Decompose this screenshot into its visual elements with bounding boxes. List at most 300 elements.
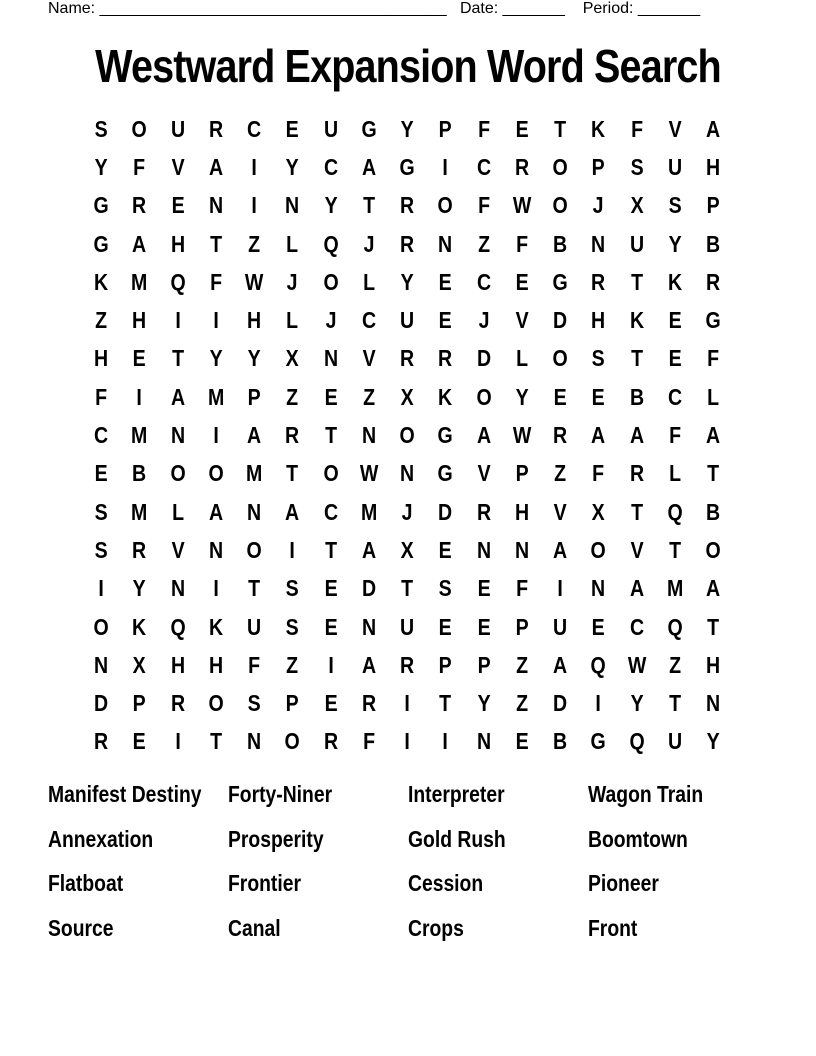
grid-letter[interactable]: F xyxy=(592,460,605,487)
grid-letter[interactable]: Y xyxy=(668,230,682,257)
grid-letter[interactable]: M xyxy=(360,498,378,525)
grid-letter[interactable]: F xyxy=(248,651,261,678)
grid-letter[interactable]: F xyxy=(477,115,490,142)
grid-letter[interactable]: Q xyxy=(170,613,186,640)
grid-letter[interactable]: H xyxy=(706,651,721,678)
period-blank[interactable]: _______ xyxy=(637,0,701,17)
grid-letter[interactable]: V xyxy=(171,153,185,180)
grid-letter[interactable]: S xyxy=(630,153,644,180)
grid-letter[interactable]: Y xyxy=(400,268,414,295)
grid-letter[interactable]: A xyxy=(591,422,606,449)
grid-letter[interactable]: A xyxy=(553,536,568,563)
grid-letter[interactable]: J xyxy=(401,498,413,525)
grid-letter[interactable]: U xyxy=(247,613,262,640)
grid-letter[interactable]: S xyxy=(285,575,299,602)
grid-letter[interactable]: B xyxy=(132,460,147,487)
date-blank[interactable]: _______ xyxy=(502,0,565,17)
grid-letter[interactable]: O xyxy=(705,536,721,563)
grid-letter[interactable]: Y xyxy=(515,383,529,410)
grid-letter[interactable]: E xyxy=(477,613,491,640)
grid-letter[interactable]: I xyxy=(213,422,219,449)
grid-letter[interactable]: F xyxy=(133,153,146,180)
grid-letter[interactable]: R xyxy=(400,192,415,219)
grid-letter[interactable]: O xyxy=(208,690,224,717)
grid-letter[interactable]: U xyxy=(667,153,682,180)
grid-letter[interactable]: X xyxy=(591,498,605,525)
grid-letter[interactable]: Q xyxy=(590,651,606,678)
grid-letter[interactable]: N xyxy=(208,192,223,219)
grid-letter[interactable]: I xyxy=(557,575,563,602)
grid-letter[interactable]: P xyxy=(591,153,605,180)
grid-letter[interactable]: E xyxy=(324,575,338,602)
grid-letter[interactable]: T xyxy=(554,115,567,142)
grid-letter[interactable]: T xyxy=(439,690,452,717)
grid-letter[interactable]: Q xyxy=(667,498,683,525)
grid-letter[interactable]: I xyxy=(289,536,296,563)
grid-letter[interactable]: N xyxy=(514,536,529,563)
grid-letter[interactable]: A xyxy=(208,153,223,180)
grid-letter[interactable]: I xyxy=(404,728,410,755)
grid-letter[interactable]: G xyxy=(361,115,377,142)
grid-letter[interactable]: R xyxy=(400,651,415,678)
grid-letter[interactable]: D xyxy=(438,498,453,525)
grid-letter[interactable]: S xyxy=(94,536,108,563)
grid-letter[interactable]: E xyxy=(591,613,605,640)
grid-letter[interactable]: X xyxy=(630,192,644,219)
grid-letter[interactable]: T xyxy=(324,536,337,563)
grid-letter[interactable]: R xyxy=(476,498,491,525)
grid-letter[interactable]: L xyxy=(286,307,299,334)
grid-letter[interactable]: F xyxy=(707,345,720,372)
grid-letter[interactable]: I xyxy=(404,690,410,717)
grid-letter[interactable]: A xyxy=(706,575,721,602)
grid-letter[interactable]: Y xyxy=(706,728,720,755)
grid-letter[interactable]: V xyxy=(477,460,491,487)
grid-letter[interactable]: N xyxy=(170,575,185,602)
grid-letter[interactable]: Y xyxy=(285,153,299,180)
word-list-item: Canal xyxy=(228,915,281,942)
grid-letter[interactable]: Z xyxy=(477,230,490,257)
word-list-item: Front xyxy=(588,915,638,942)
grid-letter[interactable]: G xyxy=(93,192,109,219)
grid-letter[interactable]: P xyxy=(515,613,529,640)
grid-letter[interactable]: O xyxy=(170,460,186,487)
grid-letter[interactable]: D xyxy=(476,345,491,372)
grid-letter[interactable]: Z xyxy=(248,230,261,257)
grid-letter[interactable]: P xyxy=(247,383,261,410)
grid-letter[interactable]: T xyxy=(630,268,643,295)
word-list-item: Interpreter xyxy=(408,781,505,807)
word-list-item: Source xyxy=(48,915,114,942)
grid-letter[interactable]: O xyxy=(323,460,339,487)
grid-letter[interactable]: O xyxy=(284,728,300,755)
grid-letter[interactable]: X xyxy=(400,536,414,563)
grid-letter[interactable]: F xyxy=(515,575,528,602)
grid-letter[interactable]: O xyxy=(399,422,415,449)
grid-letter[interactable]: E xyxy=(515,115,529,142)
grid-letter[interactable]: E xyxy=(553,383,567,410)
grid-letter[interactable]: P xyxy=(132,690,146,717)
grid-letter[interactable]: U xyxy=(400,613,415,640)
grid-letter[interactable]: N xyxy=(476,728,491,755)
grid-letter[interactable]: K xyxy=(208,613,223,640)
grid-letter[interactable]: Y xyxy=(209,345,223,372)
grid-letter[interactable]: S xyxy=(94,115,108,142)
grid-letter[interactable]: Z xyxy=(286,651,299,678)
grid-letter[interactable]: B xyxy=(629,383,644,410)
word-list-item: Wagon Train xyxy=(588,781,704,807)
grid-letter[interactable]: L xyxy=(668,460,681,487)
grid-letter[interactable]: O xyxy=(552,345,568,372)
grid-letter[interactable]: Q xyxy=(667,613,683,640)
grid-letter[interactable]: H xyxy=(706,153,721,180)
grid-letter[interactable]: E xyxy=(324,690,338,717)
grid-letter[interactable]: R xyxy=(361,690,376,717)
grid-letter[interactable]: W xyxy=(627,651,646,678)
grid-letter[interactable]: B xyxy=(553,230,568,257)
grid-letter[interactable]: E xyxy=(515,268,529,295)
grid-letter[interactable]: Z xyxy=(515,651,528,678)
grid-letter[interactable]: V xyxy=(515,307,529,334)
grid-letter[interactable]: O xyxy=(323,268,339,295)
grid-letter[interactable]: P xyxy=(515,460,529,487)
grid-letter[interactable]: F xyxy=(362,728,375,755)
period-label: Period: xyxy=(582,0,638,17)
grid-letter[interactable]: W xyxy=(359,460,379,487)
grid-letter[interactable]: H xyxy=(132,307,147,334)
grid-letter[interactable]: G xyxy=(93,230,109,257)
grid-letter[interactable]: K xyxy=(591,115,606,142)
grid-letter[interactable]: O xyxy=(552,153,568,180)
grid-letter[interactable]: R xyxy=(591,268,606,295)
grid-letter[interactable]: A xyxy=(629,422,644,449)
grid-letter[interactable]: M xyxy=(131,422,148,449)
grid-letter[interactable]: N xyxy=(170,422,185,449)
grid-letter[interactable]: H xyxy=(170,230,185,257)
grid-letter[interactable]: N xyxy=(400,460,415,487)
grid-letter[interactable]: I xyxy=(595,690,602,717)
grid-letter[interactable]: B xyxy=(706,230,721,257)
grid-letter[interactable]: Q xyxy=(323,230,339,257)
grid-letter[interactable]: A xyxy=(706,422,721,449)
word-list-item: Annexation xyxy=(48,825,154,852)
grid-letter[interactable]: V xyxy=(362,345,376,372)
grid-letter[interactable]: F xyxy=(630,115,643,142)
grid-letter[interactable]: V xyxy=(668,115,682,142)
grid-letter[interactable]: O xyxy=(131,115,147,142)
grid-letter[interactable]: P xyxy=(438,115,452,142)
grid-letter[interactable]: E xyxy=(324,383,338,410)
grid-letter[interactable]: Z xyxy=(668,651,681,678)
grid-letter[interactable]: C xyxy=(476,268,491,295)
grid-letter[interactable]: E xyxy=(438,307,452,334)
grid-letter[interactable]: O xyxy=(437,192,453,219)
grid-letter[interactable]: N xyxy=(361,613,376,640)
grid-letter[interactable]: L xyxy=(362,268,375,295)
grid-letter[interactable]: V xyxy=(171,536,185,563)
grid-letter[interactable]: R xyxy=(208,115,223,142)
grid-letter[interactable]: T xyxy=(707,613,720,640)
grid-letter[interactable]: P xyxy=(285,690,299,717)
grid-letter[interactable]: B xyxy=(553,728,568,755)
grid-letter[interactable]: T xyxy=(707,460,720,487)
grid-letter[interactable]: N xyxy=(94,651,109,678)
grid-letter[interactable]: X xyxy=(132,651,146,678)
grid-letter[interactable]: O xyxy=(208,460,224,487)
grid-letter[interactable]: T xyxy=(286,460,299,487)
grid-letter[interactable]: Z xyxy=(95,307,108,334)
grid-letter[interactable]: B xyxy=(706,498,721,525)
grid-letter[interactable]: E xyxy=(591,383,605,410)
grid-letter[interactable]: L xyxy=(171,498,184,525)
grid-letter[interactable]: Z xyxy=(515,690,528,717)
grid-letter[interactable]: L xyxy=(707,383,720,410)
grid-letter[interactable]: C xyxy=(629,613,644,640)
grid-letter[interactable]: H xyxy=(514,498,529,525)
grid-letter[interactable]: U xyxy=(667,728,682,755)
grid-letter[interactable]: Z xyxy=(286,383,299,410)
grid-letter[interactable]: R xyxy=(285,422,300,449)
grid-letter[interactable]: L xyxy=(286,230,299,257)
grid-letter[interactable]: A xyxy=(285,498,300,525)
grid-letter[interactable]: C xyxy=(247,115,262,142)
grid-letter[interactable]: E xyxy=(132,728,146,755)
grid-letter[interactable]: R xyxy=(629,460,644,487)
grid-letter[interactable]: E xyxy=(94,460,108,487)
grid-letter[interactable]: W xyxy=(512,422,532,449)
grid-letter[interactable]: U xyxy=(629,230,644,257)
grid-letter[interactable]: G xyxy=(399,153,415,180)
grid-letter[interactable]: S xyxy=(591,345,605,372)
grid-letter[interactable]: E xyxy=(477,575,491,602)
grid-letter[interactable]: D xyxy=(94,690,109,717)
grid-letter[interactable]: P xyxy=(477,651,491,678)
grid-letter[interactable]: O xyxy=(552,192,568,219)
grid-letter[interactable]: T xyxy=(248,575,261,602)
grid-letter[interactable]: E xyxy=(132,345,146,372)
grid-letter[interactable]: N xyxy=(285,192,300,219)
grid-letter[interactable]: R xyxy=(706,268,721,295)
grid-letter[interactable]: F xyxy=(515,230,528,257)
grid-letter[interactable]: G xyxy=(437,422,453,449)
grid-letter[interactable]: S xyxy=(285,613,299,640)
grid-letter[interactable]: C xyxy=(361,307,376,334)
grid-letter[interactable]: R xyxy=(94,728,109,755)
grid-letter[interactable]: H xyxy=(591,307,606,334)
grid-letter[interactable]: G xyxy=(590,728,606,755)
grid-letter[interactable]: R xyxy=(132,536,147,563)
grid-letter[interactable]: F xyxy=(209,268,222,295)
grid-letter[interactable]: K xyxy=(94,268,109,295)
grid-letter[interactable]: O xyxy=(246,536,262,563)
grid-letter[interactable]: E xyxy=(668,345,682,372)
grid-letter[interactable]: N xyxy=(706,690,721,717)
grid-letter[interactable]: N xyxy=(208,536,223,563)
grid-letter[interactable]: T xyxy=(630,498,643,525)
grid-letter[interactable]: D xyxy=(361,575,376,602)
grid-letter[interactable]: I xyxy=(442,153,449,180)
grid-letter[interactable]: N xyxy=(247,728,262,755)
grid-letter[interactable]: A xyxy=(706,115,721,142)
grid-letter[interactable]: M xyxy=(207,383,225,410)
grid-letter[interactable]: O xyxy=(590,536,606,563)
grid-letter[interactable]: J xyxy=(286,268,298,295)
grid-letter[interactable]: C xyxy=(476,153,491,180)
grid-letter[interactable]: M xyxy=(666,575,684,602)
grid-letter[interactable]: A xyxy=(361,651,376,678)
grid-letter[interactable]: M xyxy=(131,498,148,525)
word-list xyxy=(48,776,768,955)
grid-letter[interactable]: O xyxy=(476,383,492,410)
grid-letter[interactable]: Q xyxy=(170,268,186,295)
grid-letter[interactable]: W xyxy=(512,192,532,219)
grid-letter[interactable]: V xyxy=(553,498,567,525)
grid-letter[interactable]: Y xyxy=(94,153,108,180)
grid-letter[interactable]: A xyxy=(553,651,568,678)
grid-letter[interactable]: A xyxy=(247,422,262,449)
grid-letter[interactable]: J xyxy=(592,192,604,219)
grid-letter[interactable]: N xyxy=(438,230,453,257)
grid-letter[interactable]: H xyxy=(247,307,262,334)
grid-letter[interactable]: I xyxy=(251,153,257,180)
grid-letter[interactable]: N xyxy=(361,422,376,449)
grid-letter[interactable]: J xyxy=(363,230,375,257)
grid-letter[interactable]: Z xyxy=(362,383,375,410)
grid-letter[interactable]: R xyxy=(400,230,415,257)
grid-letter[interactable]: I xyxy=(251,192,257,219)
grid-letter[interactable]: H xyxy=(208,651,223,678)
grid-letter[interactable]: R xyxy=(323,728,338,755)
grid-letter[interactable]: M xyxy=(131,268,148,295)
grid-letter[interactable]: S xyxy=(668,192,682,219)
grid-letter[interactable]: T xyxy=(324,422,337,449)
grid-letter[interactable]: E xyxy=(515,728,529,755)
grid-letter[interactable]: G xyxy=(437,460,453,487)
grid-letter[interactable]: O xyxy=(93,613,109,640)
grid-letter[interactable]: R xyxy=(553,422,568,449)
grid-letter[interactable]: D xyxy=(553,307,568,334)
grid-letter[interactable]: F xyxy=(95,383,108,410)
grid-letter[interactable]: P xyxy=(706,192,720,219)
grid-letter[interactable]: I xyxy=(174,728,181,755)
grid-letter[interactable]: C xyxy=(667,383,682,410)
grid-letter[interactable]: J xyxy=(478,307,490,334)
grid-letter[interactable]: E xyxy=(324,613,338,640)
grid-letter[interactable]: E xyxy=(438,268,452,295)
grid-letter[interactable]: W xyxy=(244,268,264,295)
grid-letter[interactable]: X xyxy=(400,383,414,410)
grid-letter[interactable]: T xyxy=(668,536,681,563)
grid-letter[interactable]: C xyxy=(94,422,109,449)
grid-letter[interactable]: S xyxy=(438,575,452,602)
grid-letter[interactable]: D xyxy=(553,690,568,717)
grid-letter[interactable]: S xyxy=(94,498,108,525)
grid-letter[interactable]: T xyxy=(171,345,184,372)
grid-letter[interactable]: F xyxy=(477,192,490,219)
grid-letter[interactable]: S xyxy=(247,690,261,717)
grid-letter[interactable]: T xyxy=(630,345,643,372)
grid-letter[interactable]: K xyxy=(438,383,453,410)
grid-letter[interactable]: I xyxy=(98,575,104,602)
grid-letter[interactable]: F xyxy=(668,422,681,449)
grid-letter[interactable]: N xyxy=(247,498,262,525)
grid-letter[interactable]: T xyxy=(362,192,375,219)
grid-letter[interactable]: E xyxy=(438,613,452,640)
grid-letter[interactable]: I xyxy=(213,575,219,602)
grid-letter[interactable]: U xyxy=(170,115,185,142)
grid-letter[interactable]: Y xyxy=(630,690,644,717)
grid-letter[interactable]: K xyxy=(667,268,682,295)
grid-letter[interactable]: A xyxy=(629,575,644,602)
grid-letter[interactable]: G xyxy=(552,268,568,295)
grid-letter[interactable]: U xyxy=(323,115,338,142)
grid-letter[interactable]: A xyxy=(170,383,185,410)
grid-letter[interactable]: N xyxy=(476,536,491,563)
grid-letter[interactable]: A xyxy=(132,230,147,257)
grid-letter[interactable]: C xyxy=(323,153,338,180)
grid-letter[interactable]: U xyxy=(400,307,415,334)
grid-letter[interactable]: E xyxy=(285,115,299,142)
grid-letter[interactable]: N xyxy=(323,345,338,372)
grid-letter[interactable]: A xyxy=(361,536,376,563)
grid-letter[interactable]: L xyxy=(515,345,528,372)
grid-letter[interactable]: U xyxy=(553,613,568,640)
grid-letter[interactable]: P xyxy=(438,651,452,678)
grid-letter[interactable]: V xyxy=(630,536,644,563)
grid-letter[interactable]: E xyxy=(171,192,185,219)
grid-letter[interactable]: C xyxy=(323,498,338,525)
grid-letter[interactable]: N xyxy=(591,575,606,602)
grid-letter[interactable]: I xyxy=(442,728,449,755)
grid-letter[interactable]: H xyxy=(94,345,109,372)
grid-letter[interactable]: M xyxy=(245,460,263,487)
grid-letter[interactable]: T xyxy=(209,230,222,257)
grid-letter[interactable]: Q xyxy=(629,728,645,755)
grid-letter[interactable]: G xyxy=(705,307,721,334)
grid-letter[interactable]: R xyxy=(438,345,453,372)
grid-letter[interactable]: R xyxy=(132,192,147,219)
grid-letter[interactable]: I xyxy=(136,383,143,410)
grid-letter[interactable]: Y xyxy=(247,345,261,372)
grid-letter[interactable]: X xyxy=(285,345,299,372)
grid-letter[interactable]: H xyxy=(170,651,185,678)
grid-letter[interactable]: E xyxy=(438,536,452,563)
grid-letter[interactable]: R xyxy=(170,690,185,717)
grid-letter[interactable]: T xyxy=(209,728,222,755)
grid-letter[interactable]: A xyxy=(208,498,223,525)
grid-letter[interactable]: Y xyxy=(477,690,491,717)
grid-letter[interactable]: E xyxy=(668,307,682,334)
grid-letter[interactable]: N xyxy=(591,230,606,257)
grid-letter[interactable]: Y xyxy=(132,575,146,602)
grid-letter[interactable]: T xyxy=(401,575,414,602)
grid-letter[interactable]: A xyxy=(361,153,376,180)
grid-letter[interactable]: J xyxy=(325,307,337,334)
grid-letter[interactable]: K xyxy=(132,613,147,640)
grid-letter[interactable]: R xyxy=(514,153,529,180)
grid-letter[interactable]: I xyxy=(174,307,181,334)
name-blank[interactable]: _______________________________________ xyxy=(99,0,447,17)
grid-letter[interactable]: A xyxy=(476,422,491,449)
grid-letter[interactable]: R xyxy=(400,345,415,372)
grid-letter[interactable]: T xyxy=(668,690,681,717)
grid-letter[interactable]: K xyxy=(629,307,644,334)
grid-letter[interactable]: I xyxy=(213,307,219,334)
grid-letter[interactable]: Y xyxy=(324,192,338,219)
grid-letter[interactable]: Z xyxy=(554,460,567,487)
grid-letter[interactable]: Y xyxy=(400,115,414,142)
grid-letter[interactable]: I xyxy=(327,651,334,678)
